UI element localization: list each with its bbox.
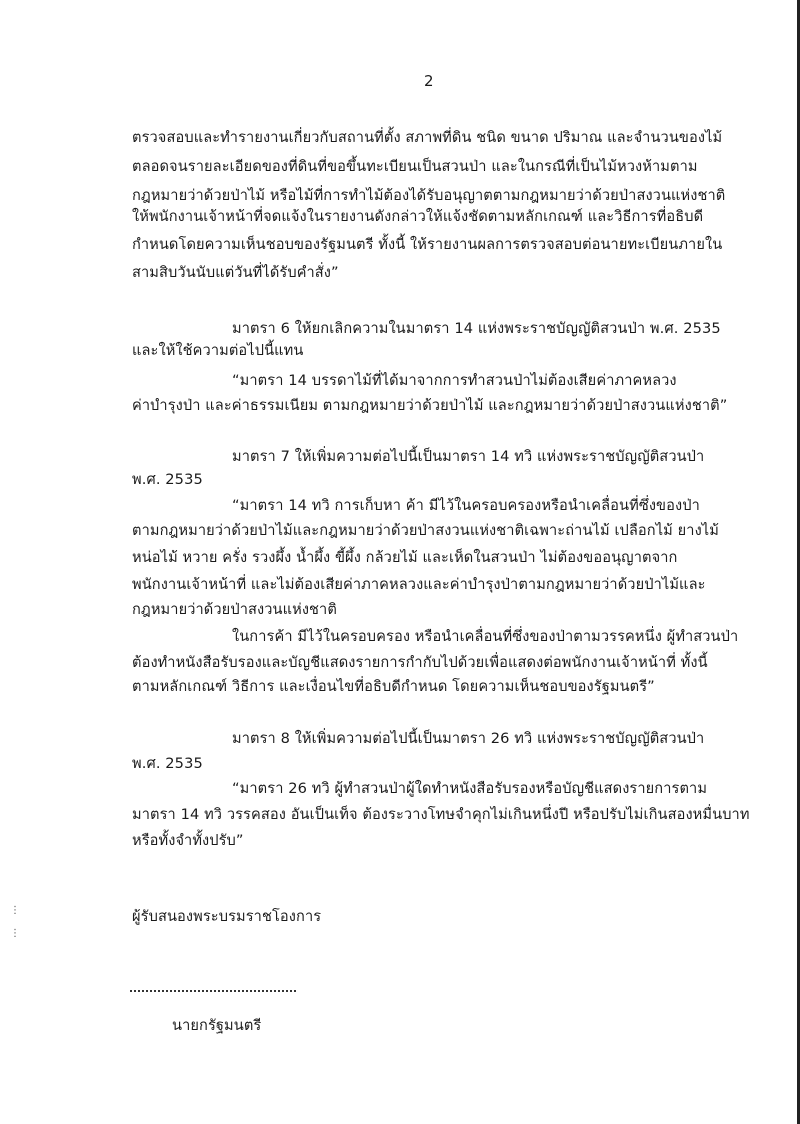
section-7-line-7: กฎหมายว่าด้วยป่าสงวนแห่งชาติ bbox=[132, 601, 337, 618]
paragraph-1-line-1: ตรวจสอบและทำรายงานเกี่ยวกับสถานที่ตั้ง สภาพที่ดิน ชนิด ขนาด ปริมาณ และจำนวนของไม้ bbox=[132, 129, 723, 146]
signature-line bbox=[130, 990, 296, 992]
page-number: 2 bbox=[424, 72, 434, 90]
section-8-heading: มาตรา 8 ให้เพิ่มความต่อไปนี้เป็นมาตรา 26 ทวิ แห่งพระราชบัญญัติสวนป่า bbox=[232, 730, 705, 747]
section-6-line-3: “มาตรา 14 บรรดาไม้ที่ได้มาจากการทำสวนป่าไม่ต้องเสียค่าภาคหลวง bbox=[232, 372, 677, 389]
section-8-line-4: มาตรา 14 ทวิ วรรคสอง อันเป็นเท็จ ต้องระวางโทษจำคุกไม่เกินหนึ่งปี หรือปรับไม่เกินสองหมื่นบาท bbox=[132, 806, 750, 823]
scan-speck: ⋮ bbox=[10, 928, 20, 939]
section-7-line-4: ตามกฎหมายว่าด้วยป่าไม้และกฎหมายว่าด้วยป่าสงวนแห่งชาติเฉพาะถ่านไม้ เปลือกไม้ ยางไม้ bbox=[132, 522, 719, 539]
section-7-line-9: ต้องทำหนังสือรับรองและบัญชีแสดงรายการกำกับไปด้วยเพื่อแสดงต่อพนักงานเจ้าหน้าที่ ทั้งนี้ bbox=[132, 654, 708, 671]
section-6-heading: มาตรา 6 ให้ยกเลิกความในมาตรา 14 แห่งพระราชบัญญัติสวนป่า พ.ศ. 2535 bbox=[232, 320, 721, 337]
section-8-line-2: พ.ศ. 2535 bbox=[132, 755, 203, 772]
paragraph-1-line-2: ตลอดจนรายละเอียดของที่ดินที่ขอขึ้นทะเบียนเป็นสวนป่า และในกรณีที่เป็นไม้หวงห้ามตาม bbox=[132, 158, 698, 175]
section-7-line-3: “มาตรา 14 ทวิ การเก็บหา ค้า มีไว้ในครอบครองหรือนำเคลื่อนที่ซึ่งของป่า bbox=[232, 497, 700, 514]
signatory-title: นายกรัฐมนตรี bbox=[172, 1017, 262, 1034]
section-7-line-8: ในการค้า มีไว้ในครอบครอง หรือนำเคลื่อนที่ซึ่งของป่าตามวรรคหนึ่ง ผู้ทำสวนป่า bbox=[232, 628, 739, 645]
section-7-line-5: หน่อไม้ หวาย ครั่ง รวงผึ้ง น้ำผึ้ง ขี้ผึ้ง กล้วยไม้ และเห็ดในสวนป่า ไม่ต้องขออนุญาตจาก bbox=[132, 549, 678, 566]
paragraph-1-line-5: กำหนดโดยความเห็นชอบของรัฐมนตรี ทั้งนี้ ให้รายงานผลการตรวจสอบต่อนายทะเบียนภายใน bbox=[132, 236, 723, 253]
scan-speck: ⋮ bbox=[10, 905, 20, 916]
countersign-label: ผู้รับสนองพระบรมราชโองการ bbox=[132, 908, 322, 925]
paragraph-1-line-3: กฎหมายว่าด้วยป่าไม้ หรือไม้ที่การทำไม้ต้องได้รับอนุญาตตามกฎหมายว่าด้วยป่าสงวนแห่งชาติ bbox=[132, 187, 726, 204]
section-6-line-2: และให้ใช้ความต่อไปนี้แทน bbox=[132, 342, 304, 359]
section-7-heading: มาตรา 7 ให้เพิ่มความต่อไปนี้เป็นมาตรา 14 ทวิ แห่งพระราชบัญญัติสวนป่า bbox=[232, 448, 705, 465]
section-8-line-3: “มาตรา 26 ทวิ ผู้ทำสวนป่าผู้ใดทำหนังสือรับรองหรือบัญชีแสดงรายการตาม bbox=[232, 780, 708, 797]
section-7-line-6: พนักงานเจ้าหน้าที่ และไม่ต้องเสียค่าภาคหลวงและค่าบำรุงป่าตามกฎหมายว่าด้วยป่าไม้และ bbox=[132, 576, 706, 593]
section-7-line-10: ตามหลักเกณฑ์ วิธีการ และเงื่อนไขที่อธิบดีกำหนด โดยความเห็นชอบของรัฐมนตรี” bbox=[132, 678, 655, 695]
paragraph-1-line-6: สามสิบวันนับแต่วันที่ได้รับคำสั่ง” bbox=[132, 264, 339, 281]
paragraph-1-line-4: ให้พนักงานเจ้าหน้าที่จดแจ้งในรายงานดังกล่าวให้แจ้งชัดตามหลักเกณฑ์ และวิธีการที่อธิบดี bbox=[132, 208, 704, 225]
section-7-line-2: พ.ศ. 2535 bbox=[132, 471, 203, 488]
section-8-line-5: หรือทั้งจำทั้งปรับ” bbox=[132, 832, 244, 849]
section-6-line-4: ค่าบำรุงป่า และค่าธรรมเนียม ตามกฎหมายว่าด้วยป่าไม้ และกฎหมายว่าด้วยป่าสงวนแห่งชาติ” bbox=[132, 397, 728, 414]
